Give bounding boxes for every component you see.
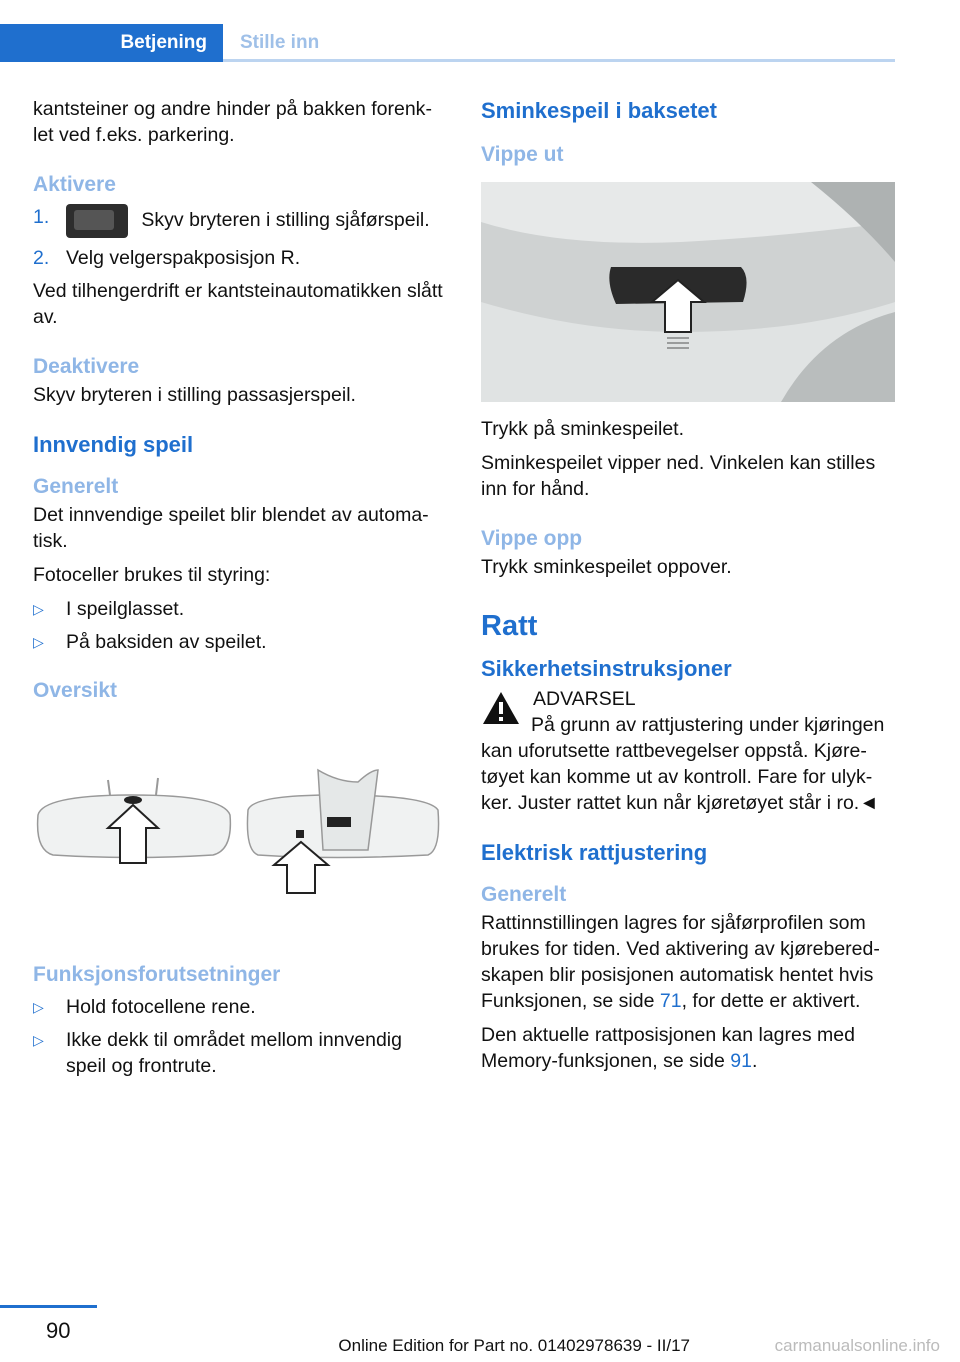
list-item — [33, 629, 443, 655]
left-column — [33, 96, 443, 1086]
list-item-text: Ikke dekk til området mellom innvendig speil og frontrute. — [66, 1029, 402, 1077]
edition-text: Online Edition for Part no. 01402978639 - II/17 — [338, 1336, 690, 1355]
innvendig-speil-heading: Innvendig speil — [33, 432, 194, 457]
header-divider — [223, 59, 895, 62]
sminkespeil-heading: Sminkespeil i baksetet — [481, 98, 717, 123]
triangle-bullet-icon: ▷ — [33, 1032, 44, 1048]
step-1 — [33, 204, 443, 238]
generelt-text: Det innvendige speilet blir blendet av automatisk. — [33, 504, 429, 552]
right-column — [481, 96, 895, 1082]
vippe-opp-text: Trykk sminkespeilet oppover. — [481, 556, 732, 578]
generelt-heading: Generelt — [481, 883, 567, 906]
step-number: 2. — [33, 247, 50, 269]
vippe-opp-heading: Vippe opp — [481, 527, 583, 550]
fotoceller-text: Fotoceller brukes til styring: — [33, 564, 271, 586]
list-item — [33, 1027, 443, 1079]
step-number: 1. — [33, 206, 50, 228]
advarsel-text: På grunn av rattjustering under kjøringen kan uforutsette rattbevegelser oppstå. Kjøretøyet kan komme ut av kontroll. Fare for ulykker. Juster rattet kun når kjøretøyet står i ro.◄ — [481, 714, 885, 814]
advarsel-label: ADVARSEL — [533, 688, 636, 710]
list-item-text: På baksiden av speilet. — [66, 631, 267, 653]
header-bar — [0, 0, 895, 62]
triangle-bullet-icon: ▷ — [33, 601, 44, 617]
list-item — [33, 596, 443, 622]
sikkerhet-heading: Sikkerhetsinstruksjoner — [481, 656, 732, 681]
funksjonsforutsetninger-heading: Funksjonsforutsetninger — [33, 963, 281, 986]
ratt-heading: Ratt — [481, 610, 538, 642]
step-text: Skyv bryteren i stilling sjåførspeil. — [136, 209, 430, 232]
deaktivere-text: Skyv bryteren i stilling passasjerspeil. — [33, 384, 356, 406]
triangle-bullet-icon: ▷ — [33, 634, 44, 650]
list-item-text: Hold fotocellene rene. — [66, 996, 256, 1018]
tab-betjening[interactable]: Betjening — [0, 24, 223, 62]
oversikt-heading: Oversikt — [33, 679, 118, 702]
page-link[interactable]: 91 — [730, 1050, 752, 1072]
warning-icon — [481, 690, 521, 733]
rattinn-text: Rattinnstillingen lagres for sjåførprofilen som brukes for tiden. Ved aktivering av kjøreberedskapen blir posisjonen automatisk hentet hvis Funksjonen, se side 71, for dette er aktivert. — [481, 912, 880, 1012]
deaktivere-heading: Deaktivere — [33, 355, 140, 378]
generelt-heading: Generelt — [33, 475, 119, 498]
step-2 — [33, 245, 443, 271]
mirror-overview-figure — [33, 710, 443, 960]
warning-block — [481, 686, 895, 712]
tab-stille-inn[interactable]: Stille inn — [240, 32, 320, 53]
switch-button-icon — [66, 204, 128, 238]
elektrisk-heading: Elektrisk rattjustering — [481, 840, 708, 865]
page-number: 90 — [46, 1318, 71, 1343]
watermark: carmanualsonline.info — [774, 1336, 940, 1355]
aktuelle-text: Den aktuelle rattposisjonen kan lagres med Memory-funksjonen, se side 91. — [481, 1024, 855, 1072]
trykk-text: Trykk på sminkespeilet. — [481, 418, 685, 440]
list-item-text: I speilglasset. — [66, 598, 185, 620]
vippe-ut-heading: Vippe ut — [481, 143, 564, 166]
page-number-rule — [0, 1305, 97, 1308]
tilhenger-text: Ved tilhengerdrift er kantsteinautomatikken slått av. — [33, 280, 443, 328]
list-item — [33, 994, 443, 1020]
aktivere-heading: Aktivere — [33, 173, 116, 196]
page-link[interactable]: 71 — [659, 990, 682, 1012]
step-text: Velg velgerspakposisjon R. — [66, 247, 301, 269]
vipper-text: Sminkespeilet vipper ned. Vinkelen kan stilles inn for hånd. — [481, 452, 876, 500]
intro-text: kantsteiner og andre hinder på bakken forenklet ved f.eks. parkering. — [33, 98, 432, 146]
vanity-mirror-figure — [481, 182, 895, 402]
triangle-bullet-icon: ▷ — [33, 999, 44, 1015]
